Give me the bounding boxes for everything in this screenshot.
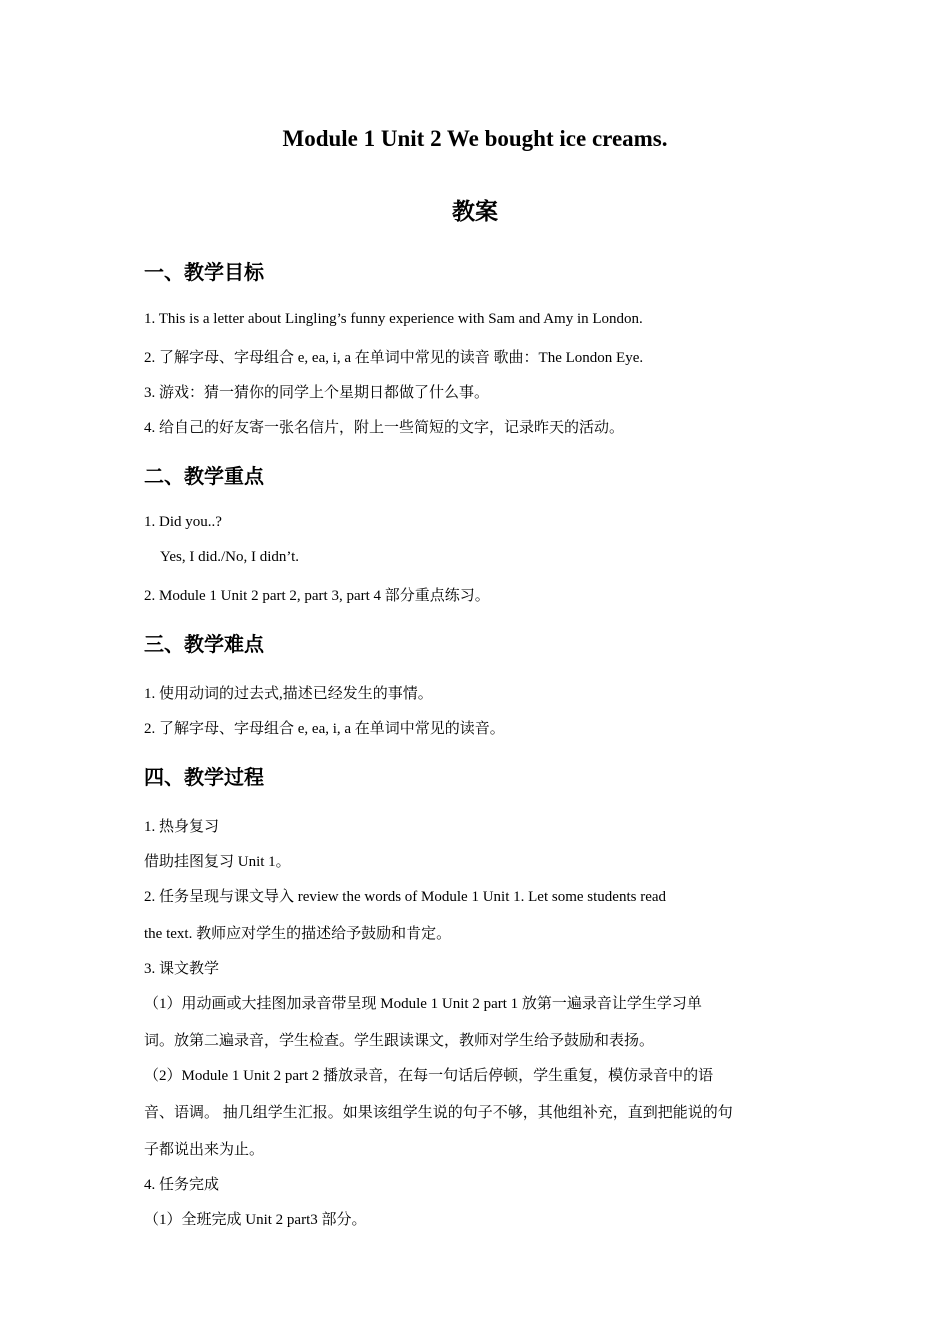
document-title-en: Module 1 Unit 2 We bought ice creams. bbox=[282, 126, 668, 151]
process-line-2: 借助挂图复习 Unit 1。 bbox=[144, 854, 291, 870]
objective-line-1: 1. This is a letter about Lingling’s funny experience with Sam and Amy in London. bbox=[144, 311, 643, 327]
section-heading-process: 四、教学过程 bbox=[144, 765, 264, 789]
process-line-1: 1. 热身复习 bbox=[144, 819, 220, 835]
process-line-8: （2）Module 1 Unit 2 part 2 播放录音，在每一句话后停顿，学生重复，模仿录音中的语 bbox=[144, 1068, 714, 1084]
objective-line-2: 2. 了解字母、字母组合 e, ea, i, a 在单词中常见的读音 歌曲：The London Eye. bbox=[144, 350, 644, 366]
difficulty-line-2: 2. 了解字母、字母组合 e, ea, i, a 在单词中常见的读音。 bbox=[144, 721, 505, 737]
process-line-4: the text. 教师应对学生的描述给予鼓励和肯定。 bbox=[144, 926, 452, 942]
document-title-cn: 教案 bbox=[452, 199, 498, 225]
process-line-12: （1）全班完成 Unit 2 part3 部分。 bbox=[144, 1212, 367, 1228]
section-heading-key-points: 二、教学重点 bbox=[144, 464, 264, 488]
difficulty-line-1: 1. 使用动词的过去式,描述已经发生的事情。 bbox=[144, 686, 433, 702]
section-heading-difficulties: 三、教学难点 bbox=[144, 632, 264, 656]
section-heading-objectives: 一、教学目标 bbox=[144, 260, 264, 284]
process-line-3: 2. 任务呈现与课文导入 review the words of Module 1 Unit 1. Let some students read bbox=[144, 889, 667, 905]
process-line-7: 词。放第二遍录音，学生检查。学生跟读课文，教师对学生给予鼓励和表扬。 bbox=[144, 1033, 655, 1049]
key-point-line-1: 1. Did you..? bbox=[144, 514, 222, 530]
process-line-10: 子都说出来为止。 bbox=[144, 1142, 265, 1158]
objective-line-4: 4. 给自己的好友寄一张名信片，附上一些简短的文字，记录昨天的活动。 bbox=[144, 420, 625, 436]
objective-line-3: 3. 游戏：猜一猜你的同学上个星期日都做了什么事。 bbox=[144, 385, 490, 401]
key-point-line-3: 2. Module 1 Unit 2 part 2, part 3, part 4 部分重点练习。 bbox=[144, 588, 490, 604]
process-line-11: 4. 任务完成 bbox=[144, 1177, 220, 1193]
process-line-9: 音、语调。 抽几组学生汇报。如果该组学生说的句子不够，其他组补充，直到把能说的句 bbox=[144, 1105, 733, 1121]
process-line-5: 3. 课文教学 bbox=[144, 961, 220, 977]
process-line-6: （1）用动画或大挂图加录音带呈现 Module 1 Unit 2 part 1 放第一遍录音让学生学习单 bbox=[144, 996, 702, 1012]
key-point-line-2: Yes, I did./No, I didn’t. bbox=[160, 549, 300, 565]
